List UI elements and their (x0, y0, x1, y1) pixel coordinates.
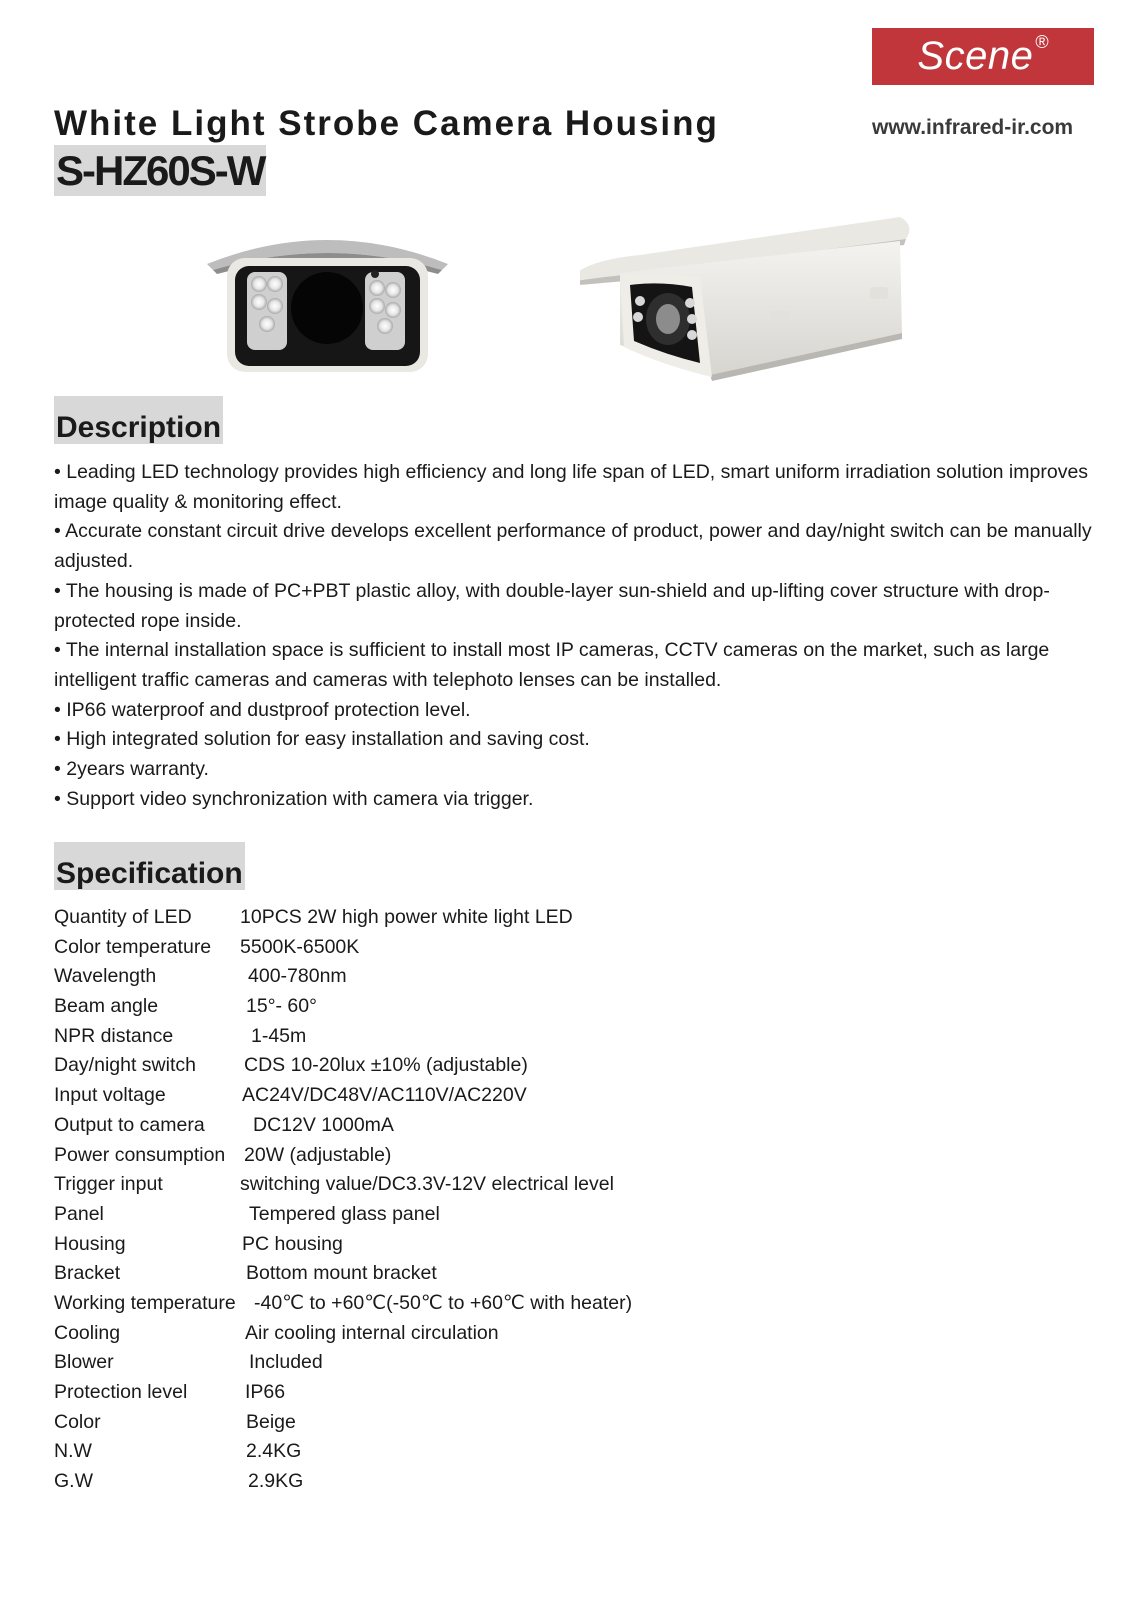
spec-label: Trigger input (54, 1173, 163, 1196)
list-item: • Leading LED technology provides high efficiency and long life span of LED, smart uniform irradiation solution improves image quality & monitoring effect. (54, 461, 1089, 513)
spec-value: DC12V 1000mA (253, 1113, 394, 1136)
spec-value: PC housing (242, 1232, 343, 1255)
spec-label: Cooling (54, 1321, 121, 1344)
spec-value: AC24V/DC48V/AC110V/AC220V (242, 1084, 527, 1107)
spec-value: CDS 10-20lux ±10% (adjustable) (244, 1054, 528, 1077)
list-item: • The internal installation space is sufficient to install most IP cameras, CCTV cameras on the market, such as large intelligent traffic cameras and cameras with telephoto lenses can be installed. (54, 639, 1050, 691)
spec-label: Working temperature (54, 1291, 236, 1314)
spec-value: 400-780nm (248, 965, 347, 988)
spec-label: Beam angle (54, 995, 159, 1018)
product-side-view-image (580, 215, 930, 390)
list-item: • 2years warranty. (54, 758, 209, 781)
brand-logo (872, 28, 1094, 85)
spec-label: Protection level (54, 1381, 188, 1403)
spec-value: -40℃ to +60℃(-50℃ to +60℃ with heater) (254, 1291, 633, 1314)
spec-value: Included (249, 1351, 323, 1374)
model-number: S-HZ60S-W (56, 147, 265, 194)
spec-label: Bracket (54, 1262, 121, 1285)
spec-label: Panel (54, 1202, 104, 1225)
spec-value: Beige (246, 1410, 296, 1433)
spec-label: Blower (54, 1351, 114, 1374)
spec-value: Tempered glass panel (249, 1202, 440, 1225)
spec-value: 5500K-6500K (240, 935, 360, 958)
spec-label: Color temperature (54, 935, 212, 958)
spec-label: Housing (54, 1232, 126, 1255)
spec-value: 2.9KG (248, 1470, 304, 1493)
spec-label: Input voltage (54, 1084, 166, 1107)
spec-label: NPR distance (54, 1024, 174, 1047)
list-item: • Accurate constant circuit drive develops excellent performance of product, power and day/night switch can be manually adjusted. (54, 520, 1092, 573)
spec-value: 2.4KG (246, 1440, 302, 1463)
spec-value: switching value/DC3.3V-12V electrical level (240, 1173, 614, 1196)
spec-label: Color (54, 1410, 101, 1433)
description-heading: Description (54, 396, 223, 444)
specification-heading: Specification (54, 842, 245, 890)
brand-name: Scene (917, 34, 1034, 78)
spec-value: Bottom mount bracket (246, 1262, 437, 1285)
spec-value: 1-45m (251, 1024, 307, 1047)
page-title: White Light Strobe Camera Housing (54, 104, 719, 143)
list-item: • Support video synchronization with camera via trigger. (54, 787, 534, 810)
spec-value: 20W (adjustable) (244, 1143, 392, 1166)
spec-value: IP66 (245, 1381, 286, 1403)
product-front-view-image (205, 228, 450, 380)
spec-label: Day/night switch (54, 1054, 196, 1077)
spec-label: N.W (54, 1440, 92, 1463)
description-list (54, 458, 1094, 814)
spec-label: Output to camera (54, 1113, 205, 1136)
spec-label: Power consumption (54, 1143, 226, 1166)
list-item: • The housing is made of PC+PBT plastic alloy, with double-layer sun-shield and up-lifting cover structure with drop-protected rope inside. (54, 579, 1050, 632)
spec-label: Quantity of LED (54, 906, 192, 928)
list-item: • IP66 waterproof and dustproof protection level. (54, 698, 471, 721)
spec-label: Wavelength (54, 965, 157, 988)
spec-label: G.W (54, 1470, 93, 1493)
list-item: • High integrated solution for easy installation and saving cost. (54, 728, 590, 751)
website-url: www.infrared-ir.com (872, 116, 1074, 139)
spec-value: 10PCS 2W high power white light LED (240, 906, 573, 928)
spec-value: Air cooling internal circulation (245, 1321, 499, 1344)
spec-value: 15°- 60° (246, 995, 317, 1018)
registered-mark: ® (1035, 32, 1049, 52)
